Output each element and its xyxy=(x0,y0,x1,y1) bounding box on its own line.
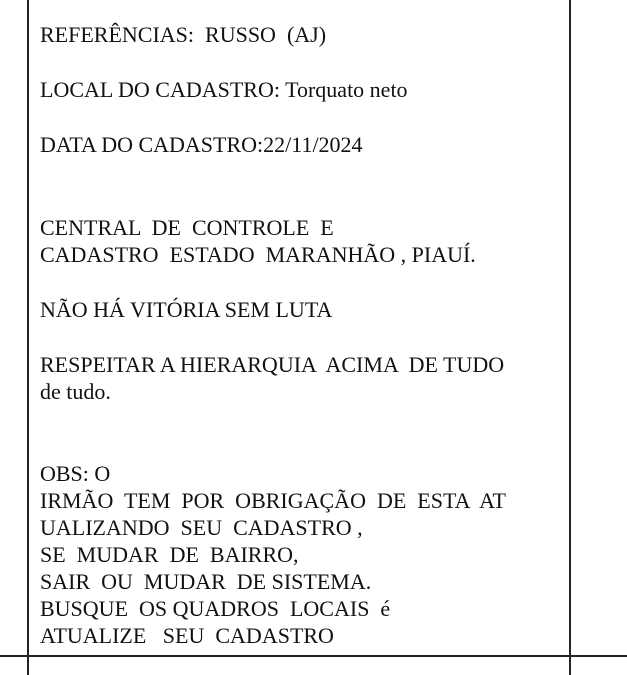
table-cell xyxy=(40,0,565,655)
central-line-1: CENTRAL DE CONTROLE E xyxy=(40,215,334,240)
obs-line-5: SAIR OU MUDAR DE SISTEMA. xyxy=(40,569,372,594)
table-border-bottom xyxy=(0,655,627,657)
motto-line: NÃO HÁ VITÓRIA SEM LUTA xyxy=(40,297,333,322)
obs-line-6: BUSQUE OS QUADROS LOCAIS é xyxy=(40,596,391,621)
referencias-line: REFERÊNCIAS: RUSSO (AJ) xyxy=(40,22,327,47)
obs-line-1: OBS: O xyxy=(40,461,111,486)
table-border-right xyxy=(569,0,571,675)
respeitar-line-2: de tudo. xyxy=(40,379,111,404)
data-cadastro-line: DATA DO CADASTRO:22/11/2024 xyxy=(40,132,363,157)
obs-line-3: UALIZANDO SEU CADASTRO , xyxy=(40,515,363,540)
respeitar-line-1: RESPEITAR A HIERARQUIA ACIMA DE TUDO xyxy=(40,352,505,377)
obs-line-7: ATUALIZE SEU CADASTRO xyxy=(40,623,334,648)
obs-line-2: IRMÃO TEM POR OBRIGAÇÃO DE ESTA AT xyxy=(40,488,506,513)
local-cadastro-line: LOCAL DO CADASTRO: Torquato neto xyxy=(40,77,408,102)
obs-line-4: SE MUDAR DE BAIRRO, xyxy=(40,542,299,567)
central-line-2: CADASTRO ESTADO MARANHÃO , PIAUÍ. xyxy=(40,242,476,267)
table-border-left xyxy=(27,0,29,675)
